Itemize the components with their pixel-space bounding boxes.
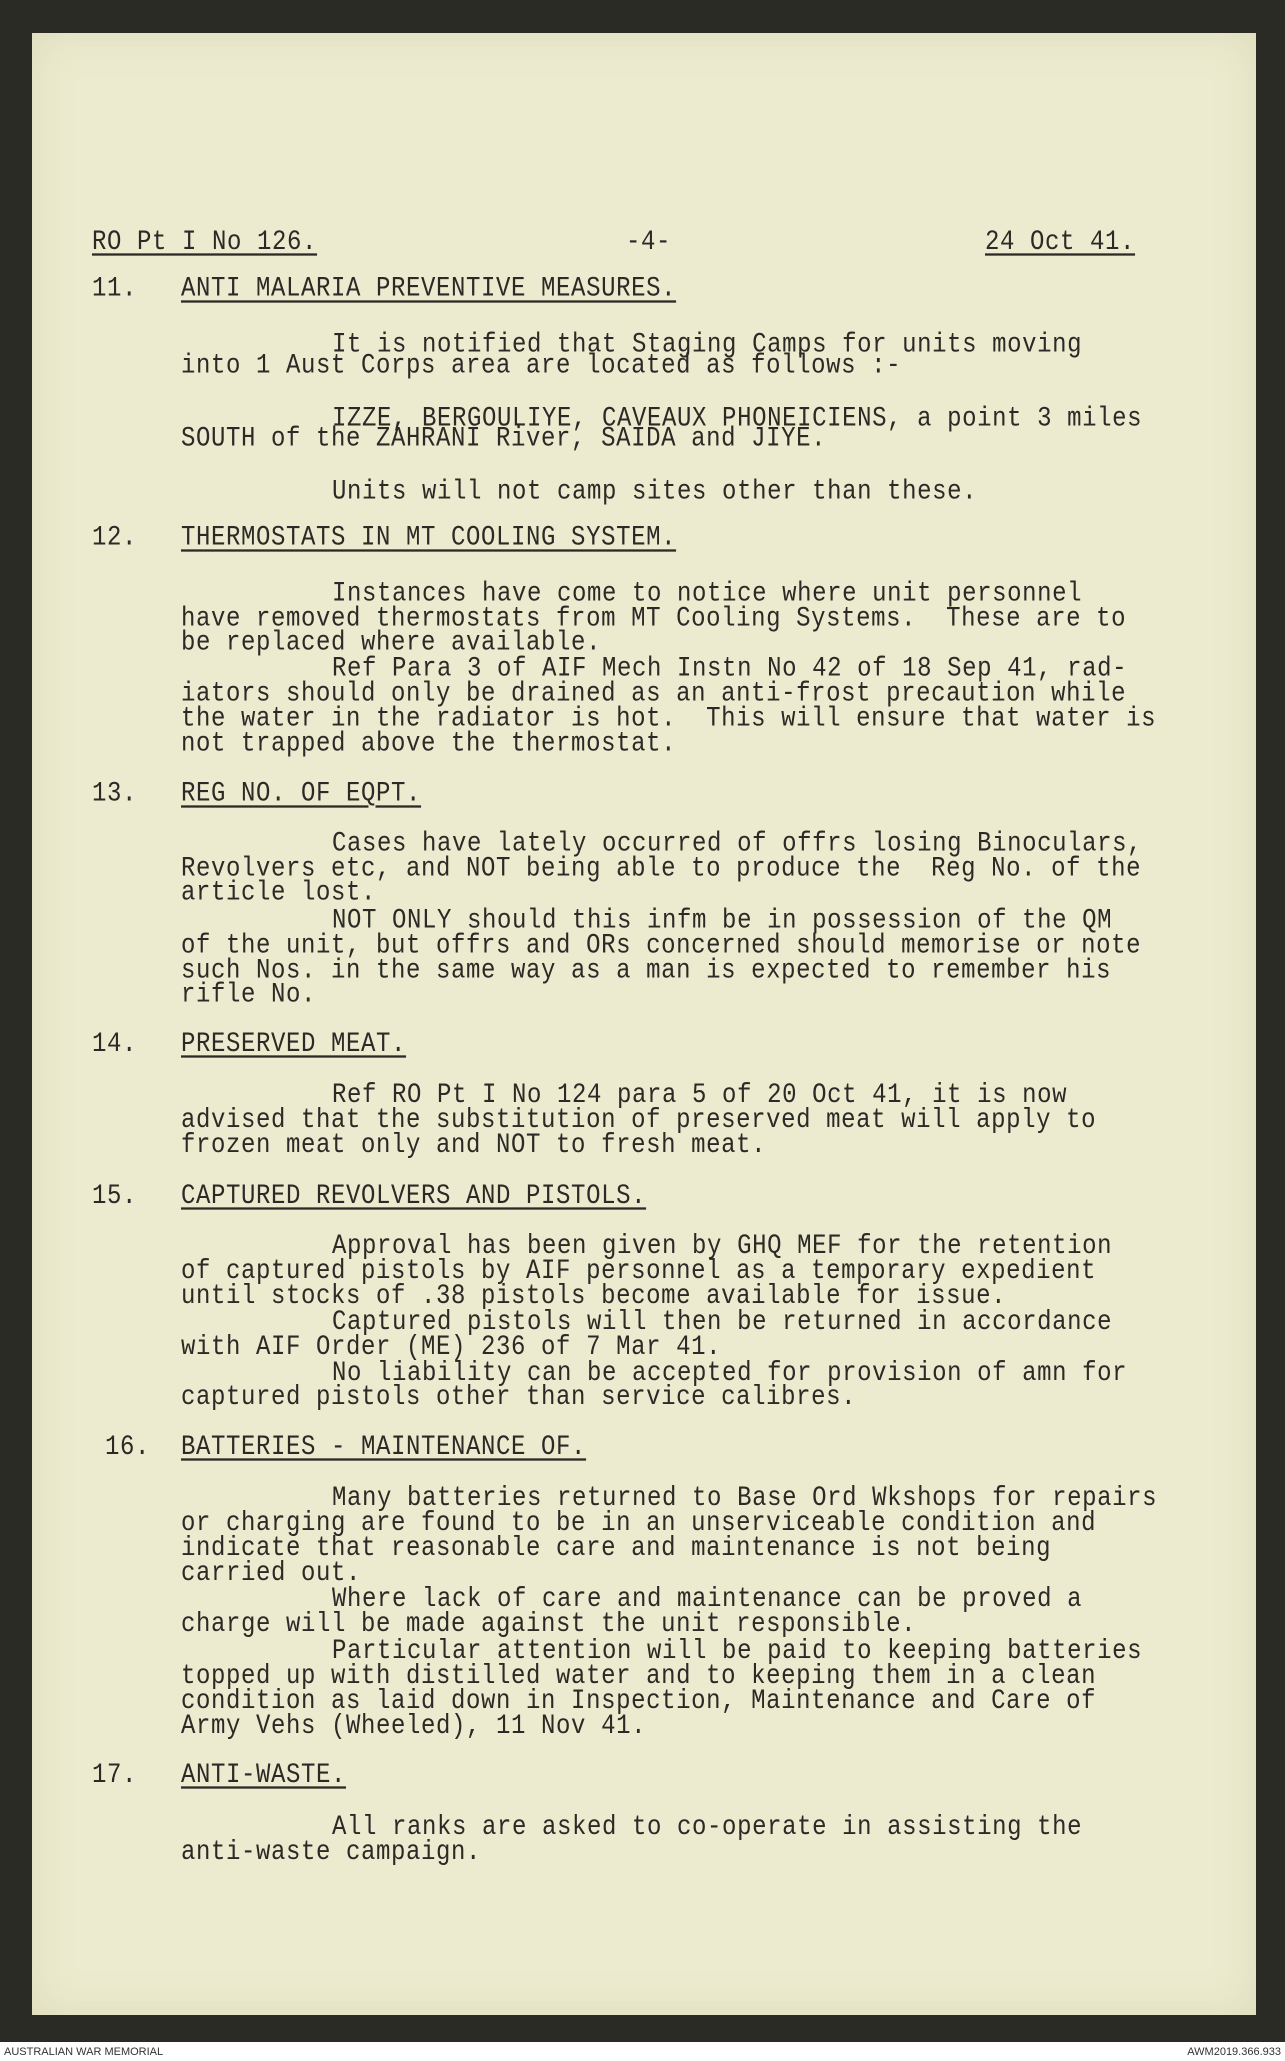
- section-number: 17.: [92, 1759, 138, 1791]
- body-line: Ref Para 3 of AIF Mech Instn No 42 of 18 Sep 41, rad-: [332, 653, 1128, 685]
- body-line: article lost.: [181, 877, 377, 909]
- body-line: All ranks are asked to co-operate in assisting the: [332, 1811, 1083, 1843]
- body-line: Instances have come to notice where unit personnel: [332, 578, 1083, 610]
- body-line: have removed thermostats from MT Cooling Systems. These are to: [181, 603, 1127, 635]
- section-number: 16.: [105, 1431, 151, 1463]
- body-line: Many batteries returned to Base Ord Wkshops for repairs: [332, 1482, 1158, 1514]
- section-heading: CAPTURED REVOLVERS AND PISTOLS.: [181, 1180, 647, 1212]
- body-line: the water in the radiator is hot. This will ensure that water is: [181, 703, 1157, 735]
- section-number: 13.: [92, 778, 138, 810]
- body-line: No liability can be accepted for provision of amn for: [332, 1357, 1128, 1389]
- section-number: 12.: [92, 522, 138, 554]
- order-date: 24 Oct 41.: [985, 226, 1136, 258]
- accession-caption: AWM2019.366.933: [1187, 2046, 1281, 2058]
- body-line: SOUTH of the ZAHRANI River, SAIDA and JIYE.: [181, 423, 827, 455]
- body-line: indicate that reasonable care and maintenance is not being: [181, 1532, 1052, 1564]
- body-line: Army Vehs (Wheeled), 11 Nov 41.: [181, 1710, 647, 1742]
- body-line: advised that the substitution of preserved meat will apply to: [181, 1104, 1097, 1136]
- body-line: Where lack of care and maintenance can be proved a: [332, 1583, 1083, 1615]
- institution-caption: AUSTRALIAN WAR MEMORIAL: [4, 2046, 164, 2058]
- section-heading: ANTI-WASTE.: [181, 1759, 347, 1791]
- body-line: IZZE, BERGOULIYE, CAVEAUX PHONEICIENS, a point 3 miles: [332, 403, 1143, 435]
- body-line: carried out.: [181, 1557, 362, 1589]
- body-line: be replaced where available.: [181, 627, 602, 659]
- body-line: Captured pistols will then be returned in accordance: [332, 1306, 1113, 1338]
- body-line: topped up with distilled water and to keeping them in a clean: [181, 1660, 1097, 1692]
- body-line: condition as laid down in Inspection, Maintenance and Care of: [181, 1685, 1097, 1717]
- body-line: iators should only be drained as an anti-frost precaution while: [181, 678, 1127, 710]
- section-heading: ANTI MALARIA PREVENTIVE MEASURES.: [181, 273, 677, 305]
- body-line: not trapped above the thermostat.: [181, 728, 677, 760]
- section-heading: THERMOSTATS IN MT COOLING SYSTEM.: [181, 522, 677, 554]
- body-line: Approval has been given by GHQ MEF for the retention: [332, 1230, 1113, 1262]
- body-line: rifle No.: [181, 979, 317, 1011]
- body-line: into 1 Aust Corps area are located as follows :-: [181, 350, 902, 382]
- section-number: 15.: [92, 1180, 138, 1212]
- body-line: NOT ONLY should this infm be in possession of the QM: [332, 905, 1113, 937]
- body-line: of the unit, but offrs and ORs concerned should memorise or note: [181, 930, 1142, 962]
- body-line: It is notified that Staging Camps for units moving: [332, 329, 1083, 361]
- body-line: Particular attention will be paid to keeping batteries: [332, 1635, 1143, 1667]
- body-line: such Nos. in the same way as a man is expected to remember his: [181, 955, 1112, 987]
- body-line: Units will not camp sites other than these.: [332, 476, 978, 508]
- body-line: anti-waste campaign.: [181, 1836, 482, 1868]
- section-heading: PRESERVED MEAT.: [181, 1028, 407, 1060]
- body-line: Cases have lately occurred of offrs losing Binoculars,: [332, 828, 1143, 860]
- body-line: until stocks of .38 pistols become available for issue.: [181, 1280, 1007, 1312]
- body-line: captured pistols other than service calibres.: [181, 1381, 857, 1413]
- page-number: -4-: [626, 226, 672, 258]
- body-line: of captured pistols by AIF personnel as a temporary expedient: [181, 1255, 1097, 1287]
- section-number: 14.: [92, 1028, 138, 1060]
- order-reference: RO Pt I No 126.: [92, 226, 318, 258]
- section-number: 11.: [92, 273, 138, 305]
- body-line: or charging are found to be in an unserviceable condition and: [181, 1507, 1097, 1539]
- body-line: with AIF Order (ME) 236 of 7 Mar 41.: [181, 1331, 722, 1363]
- section-heading: REG NO. OF EQPT.: [181, 778, 422, 810]
- body-line: Ref RO Pt I No 124 para 5 of 20 Oct 41, it is now: [332, 1079, 1068, 1111]
- body-line: frozen meat only and NOT to fresh meat.: [181, 1129, 767, 1161]
- body-line: charge will be made against the unit responsible.: [181, 1608, 917, 1640]
- section-heading: BATTERIES - MAINTENANCE OF.: [181, 1431, 587, 1463]
- body-line: Revolvers etc, and NOT being able to produce the Reg No. of the: [181, 853, 1142, 885]
